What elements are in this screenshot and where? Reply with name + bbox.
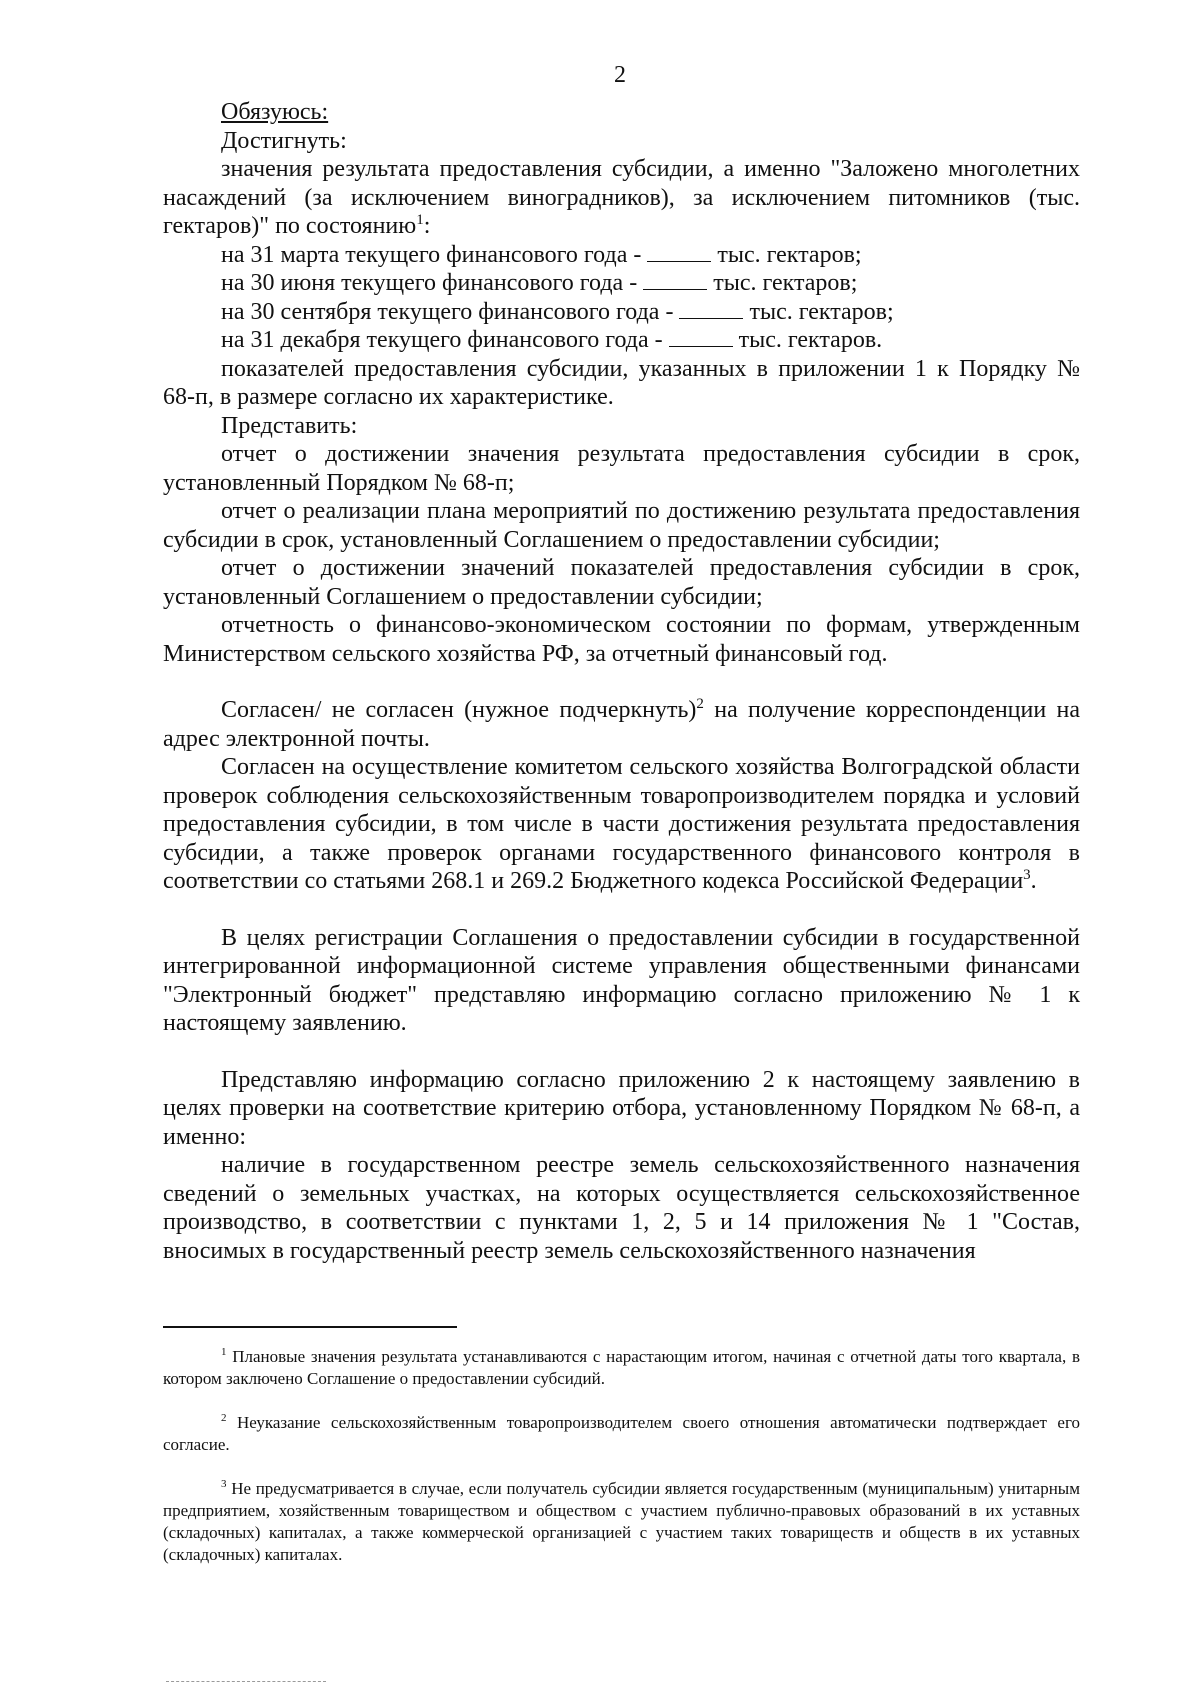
footnote-separator	[163, 1326, 457, 1328]
date-line-suffix: тыс. гектаров;	[749, 298, 894, 325]
footnote-text: Не предусматривается в случае, если получатель субсидии является государственным (муниципальным) унитарным предприятием, хозяйственным товариществом и обществом с участием публично-правовых образований в их уставных (складочных) капиталах, а также коммерческой организацией с участием таких товариществ и обществ в их уставных (складочных) капиталах.	[163, 1479, 1080, 1564]
report-item-4: отчетность о финансово-экономическом состоянии по формам, утвержденным Министерством сельского хозяйства РФ, за отчетный финансовый год.	[163, 612, 1080, 667]
date-line-1	[163, 241, 1080, 270]
indicators-paragraph: показателей предоставления субсидии, указанных в приложении 1 к Порядку № 68-п, в размере согласно их характеристике.	[163, 355, 1080, 410]
report-item-2: отчет о реализации плана мероприятий по достижению результата предоставления субсидии в срок, установленный Соглашением о предоставлении субсидии;	[163, 498, 1080, 553]
result-value-paragraph	[163, 155, 1080, 241]
footnote-number: 2	[221, 1412, 227, 1424]
fill-in-blank	[679, 298, 743, 319]
land-registry-paragraph: наличие в государственном реестре земель сельскохозяйственного назначения сведений о земельных участках, на которых осуществляется сельскохозяйственное производство, в соответствии с пунктами 1, 2, 5 и 14 приложения № 1 "Состав, вносимых в государственный реестр земель сельскохозяйственного назначения	[163, 1152, 1080, 1264]
footnote-3	[163, 1478, 1080, 1566]
verification-paragraph: Представляю информацию согласно приложению 2 к настоящему заявлению в целях проверки на соответствие критерию отбора, установленному Порядком № 68-п, а именно:	[163, 1066, 1080, 1150]
document-body	[163, 98, 1080, 1265]
date-line-prefix: на 30 июня текущего финансового года -	[221, 270, 638, 296]
footnote-ref-3: 3	[1023, 867, 1031, 883]
date-line-prefix: на 30 сентября текущего финансового года -	[221, 298, 674, 325]
result-value-text: значения результата предоставления субсидии, а именно "Заложено многолетних насаждений (за исключением виноградников), за исключением питомников (тыс. гектаров)" по состоянию	[163, 156, 1080, 239]
date-line-2	[163, 269, 1080, 298]
inspection-consent-end: .	[1030, 868, 1037, 894]
footnotes	[163, 1346, 1080, 1588]
footnote-text: Неуказание сельскохозяйственным товаропроизводителем своего отношения автоматически подтверждает его согласие.	[163, 1413, 1081, 1454]
date-line-prefix: на 31 марта текущего финансового года -	[221, 241, 642, 268]
footnote-1	[163, 1346, 1080, 1390]
page-number: 2	[614, 62, 626, 88]
footnote-ref-1: 1	[416, 212, 424, 228]
report-item-3: отчет о достижении значений показателей предоставления субсидии в срок, установленный Соглашением о предоставлении субсидии;	[163, 555, 1080, 610]
footnote-ref-2: 2	[696, 696, 704, 712]
date-line-suffix: тыс. гектаров;	[717, 241, 862, 268]
scan-artifact-line	[166, 1681, 326, 1682]
report-item-1: отчет о достижении значения результата предоставления субсидии в срок, установленный Порядком № 68-п;	[163, 441, 1080, 496]
fill-in-blank	[647, 241, 711, 262]
fill-in-blank	[669, 326, 733, 347]
inspection-consent-paragraph	[163, 753, 1080, 896]
achieve-label: Достигнуть:	[221, 127, 347, 154]
fill-in-blank	[643, 269, 707, 290]
email-consent-text: Согласен/ не согласен (нужное подчеркнуть)	[221, 697, 697, 723]
footnote-number: 3	[221, 1478, 227, 1490]
email-consent-paragraph	[163, 696, 1080, 753]
obligations-heading	[163, 98, 1080, 127]
registration-paragraph: В целях регистрации Соглашения о предоставлении субсидии в государственной интегрированной информационной системе управления общественными финансами "Электронный бюджет" представляю информацию согласно приложению № 1 к настоящему заявлению.	[163, 924, 1080, 1036]
date-line-suffix: тыс. гектаров;	[713, 270, 858, 296]
footnote-text: Плановые значения результата устанавливаются с нарастающим итогом, начиная с отчетной даты того квартала, в котором заключено Соглашение о предоставлении субсидий.	[163, 1347, 1080, 1388]
date-line-prefix: на 31 декабря текущего финансового года -	[221, 327, 663, 353]
date-line-4	[163, 326, 1080, 355]
date-line-suffix: тыс. гектаров.	[738, 327, 883, 353]
submit-label: Представить:	[221, 412, 358, 439]
result-value-colon: :	[423, 213, 431, 239]
inspection-consent-text: Согласен на осуществление комитетом сельского хозяйства Волгоградской области проверок соблюдения сельскохозяйственным товаропроизводителем порядка и условий предоставления субсидии, в том числе в части достижения результата предоставления субсидии, а также проверок органами государственного финансового контроля в соответствии со статьями 268.1 и 269.2 Бюджетного кодекса Российской Федерации	[163, 754, 1080, 894]
footnote-number: 1	[221, 1346, 227, 1358]
obligations-heading-text: Обязуюсь:	[221, 99, 329, 125]
email-consent-text-end: на получение корреспонденции на адрес электронной почты.	[163, 697, 1081, 752]
footnote-2	[163, 1412, 1080, 1456]
date-line-3	[163, 298, 1080, 327]
